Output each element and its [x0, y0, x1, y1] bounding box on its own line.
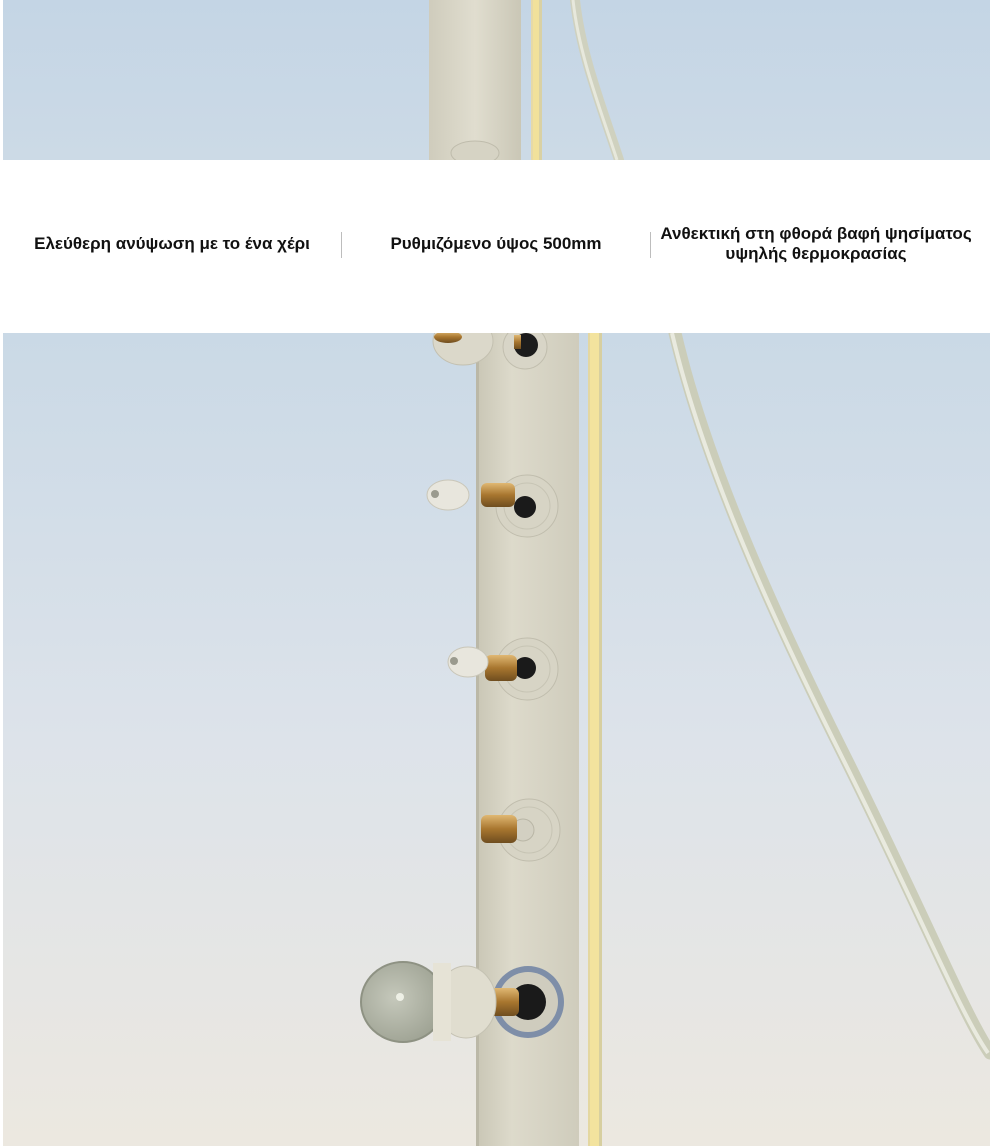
feature-one-hand-lift: Ελεύθερη ανύψωση με το ένα χέρι: [34, 234, 310, 253]
led-strip-top: [533, 0, 539, 160]
feature-wear-resistant-paint: Ανθεκτική στη φθορά βαφή ψησίματος υψηλής θερμοκρασίας: [660, 224, 972, 263]
feature-divider: [650, 232, 651, 258]
valve-4: [361, 962, 564, 1042]
valve-cap: [361, 962, 445, 1042]
product-photo-top: [3, 0, 990, 160]
features-band: [0, 160, 990, 333]
feature-divider: [341, 232, 342, 258]
led-strip: [590, 333, 599, 1146]
pole-top: [429, 0, 521, 160]
product-photo-bottom: [3, 333, 990, 1146]
feature-adjustable-height: Ρυθμιζόμενο ύψος 500mm: [390, 234, 602, 253]
